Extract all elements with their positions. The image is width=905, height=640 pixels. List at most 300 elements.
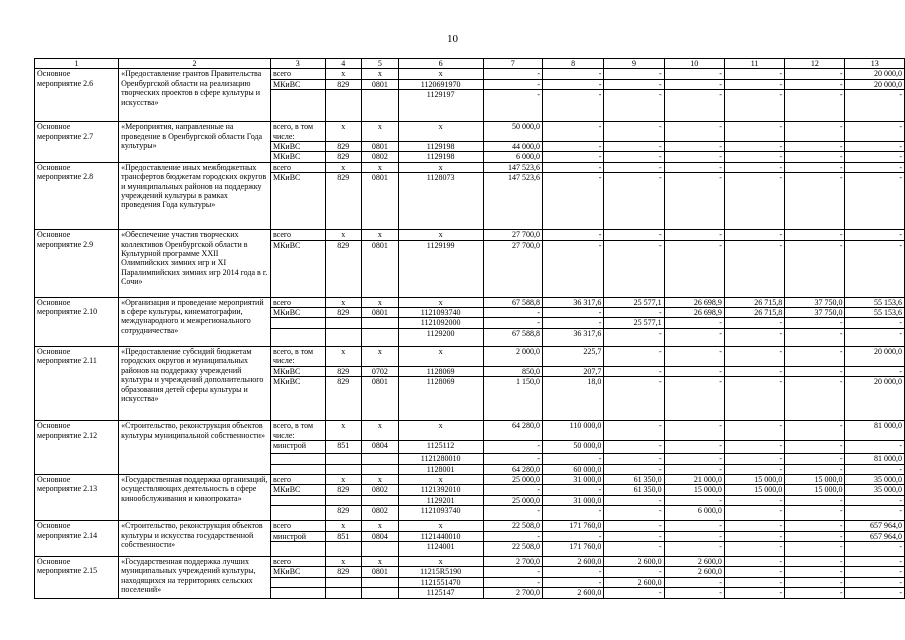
code-cell [325, 577, 361, 587]
amount-cell: - [785, 346, 845, 366]
amount-cell: - [543, 230, 604, 240]
code-cell: х [325, 421, 361, 441]
amount-cell: - [543, 577, 604, 587]
amount-cell: - [543, 142, 604, 152]
amount-cell: - [543, 90, 604, 122]
code-cell: 0801 [362, 240, 399, 297]
header-cell: 2 [119, 59, 271, 69]
code-cell [325, 464, 361, 474]
code-cell: 829 [325, 240, 361, 297]
budget-table [34, 58, 905, 599]
amount-cell: - [664, 79, 724, 89]
code-cell: 0801 [362, 377, 399, 421]
code-cell: 1121551470 [398, 577, 483, 587]
amount-cell: - [664, 346, 724, 366]
amount-cell: - [664, 328, 724, 346]
amount-cell: 2 600,0 [664, 556, 724, 566]
code-cell: 829 [325, 79, 361, 89]
code-cell: х [325, 474, 361, 484]
table-row [35, 162, 905, 172]
amount-cell: - [785, 495, 845, 505]
amount-cell: 110 000,0 [543, 421, 604, 441]
code-cell: 1129200 [398, 328, 483, 346]
code-cell: 11215R5190 [398, 567, 483, 577]
amount-cell: 15 000,0 [724, 485, 784, 495]
code-cell: х [398, 556, 483, 566]
amount-cell: 55 153,6 [845, 297, 905, 307]
activity-description-cell: «Государственная поддержка лучших муниципальных учреждений культуры, находящихся на территориях сельских поселений» [119, 556, 271, 598]
amount-cell: - [483, 506, 542, 521]
code-cell: 0801 [362, 173, 399, 230]
code-cell [325, 541, 361, 556]
amount-cell: - [543, 69, 604, 79]
header-cell: 7 [483, 59, 542, 69]
amount-cell: 20 000,0 [845, 346, 905, 366]
amount-cell: - [604, 567, 664, 577]
amount-cell: - [724, 318, 784, 328]
code-cell: х [362, 556, 399, 566]
activity-name-cell: Основное мероприятие 2.12 [35, 421, 119, 475]
amount-cell: - [483, 69, 542, 79]
amount-cell: - [483, 577, 542, 587]
amount-cell: - [724, 521, 784, 531]
amount-cell: 657 964,0 [845, 521, 905, 531]
amount-cell: 22 508,0 [483, 521, 542, 531]
executor-cell [270, 577, 325, 587]
amount-cell: - [724, 79, 784, 89]
amount-cell: - [543, 454, 604, 464]
code-cell: х [362, 230, 399, 240]
amount-cell: - [785, 567, 845, 577]
code-cell: х [398, 521, 483, 531]
code-cell: 0804 [362, 441, 399, 454]
amount-cell: - [785, 142, 845, 152]
executor-cell [270, 454, 325, 464]
amount-cell: - [724, 173, 784, 230]
header-cell: 13 [845, 59, 905, 69]
amount-cell: - [483, 441, 542, 454]
amount-cell: 50 000,0 [483, 122, 542, 142]
amount-cell: 2 600,0 [604, 577, 664, 587]
amount-cell: - [664, 577, 724, 587]
activity-name-cell: Основное мероприятие 2.13 [35, 474, 119, 520]
amount-cell: - [724, 541, 784, 556]
amount-cell: 22 508,0 [483, 541, 542, 556]
amount-cell: - [543, 240, 604, 297]
amount-cell: 27 700,0 [483, 230, 542, 240]
code-cell: 1124001 [398, 541, 483, 556]
executor-cell [270, 464, 325, 474]
executor-cell: всего [270, 521, 325, 531]
amount-cell: - [543, 173, 604, 230]
executor-cell: МКиВС [270, 567, 325, 577]
amount-cell: - [483, 318, 542, 328]
amount-cell: - [664, 366, 724, 376]
table-row [35, 122, 905, 142]
amount-cell: 25 577,1 [604, 297, 664, 307]
header-cell: 10 [664, 59, 724, 69]
code-cell: 829 [325, 142, 361, 152]
amount-cell: - [785, 588, 845, 598]
code-cell: 0801 [362, 79, 399, 89]
code-cell: х [325, 230, 361, 240]
executor-cell [270, 318, 325, 328]
code-cell: х [325, 556, 361, 566]
amount-cell: 26 715,8 [724, 308, 784, 318]
amount-cell: - [543, 567, 604, 577]
header-cell: 12 [785, 59, 845, 69]
executor-cell [270, 90, 325, 122]
amount-cell: - [543, 485, 604, 495]
code-cell: 1120691970 [398, 79, 483, 89]
code-cell: 0702 [362, 366, 399, 376]
amount-cell: - [724, 464, 784, 474]
amount-cell: - [785, 421, 845, 441]
executor-cell: всего [270, 162, 325, 172]
amount-cell: - [604, 588, 664, 598]
amount-cell: - [845, 441, 905, 454]
amount-cell: 1 150,0 [483, 377, 542, 421]
amount-cell: - [604, 506, 664, 521]
amount-cell: 26 715,8 [724, 297, 784, 307]
activity-name-cell: Основное мероприятие 2.7 [35, 122, 119, 163]
amount-cell: - [845, 464, 905, 474]
amount-cell: 15 000,0 [785, 474, 845, 484]
amount-cell: - [604, 173, 664, 230]
amount-cell: - [724, 588, 784, 598]
amount-cell: - [664, 495, 724, 505]
table-row [35, 474, 905, 484]
amount-cell: 25 000,0 [483, 495, 542, 505]
amount-cell: - [664, 588, 724, 598]
code-cell: х [398, 346, 483, 366]
code-cell: 1121280010 [398, 454, 483, 464]
amount-cell: - [664, 142, 724, 152]
code-cell [362, 464, 399, 474]
amount-cell: 44 000,0 [483, 142, 542, 152]
executor-cell: всего, в том числе: [270, 421, 325, 441]
code-cell: 0801 [362, 567, 399, 577]
header-cell: 1 [35, 59, 119, 69]
activity-name-cell: Основное мероприятие 2.14 [35, 521, 119, 557]
amount-cell: - [604, 90, 664, 122]
amount-cell: - [724, 495, 784, 505]
code-cell: 1129201 [398, 495, 483, 505]
amount-cell: - [785, 521, 845, 531]
executor-cell: МКиВС [270, 142, 325, 152]
executor-cell: МКиВС [270, 377, 325, 421]
table-row [35, 230, 905, 240]
amount-cell: 67 588,8 [483, 328, 542, 346]
code-cell: х [325, 297, 361, 307]
amount-cell: 35 000,0 [845, 485, 905, 495]
amount-cell: - [845, 90, 905, 122]
amount-cell: - [785, 162, 845, 172]
amount-cell: - [724, 556, 784, 566]
amount-cell: - [785, 230, 845, 240]
header-cell: 3 [270, 59, 325, 69]
amount-cell: - [785, 90, 845, 122]
amount-cell: - [785, 464, 845, 474]
executor-cell [270, 506, 325, 521]
code-cell [362, 454, 399, 464]
amount-cell: - [845, 577, 905, 587]
amount-cell: - [785, 173, 845, 230]
amount-cell: - [724, 230, 784, 240]
amount-cell: 25 577,1 [604, 318, 664, 328]
amount-cell: 147 523,6 [483, 173, 542, 230]
code-cell: х [325, 122, 361, 142]
amount-cell: 61 350,0 [604, 474, 664, 484]
amount-cell: 657 964,0 [845, 531, 905, 541]
code-cell: 829 [325, 366, 361, 376]
amount-cell: - [724, 366, 784, 376]
table-row [35, 297, 905, 307]
amount-cell: 81 000,0 [845, 454, 905, 464]
amount-cell: - [785, 377, 845, 421]
code-cell: х [362, 346, 399, 366]
amount-cell: - [604, 152, 664, 162]
activity-description-cell: «Мероприятия, направленные на проведение в Оренбургской области Года культуры» [119, 122, 271, 163]
amount-cell: 25 000,0 [483, 474, 542, 484]
code-cell: 1129197 [398, 90, 483, 122]
amount-cell: - [724, 69, 784, 79]
amount-cell: - [483, 531, 542, 541]
code-cell: х [325, 346, 361, 366]
executor-cell: МКиВС [270, 485, 325, 495]
code-cell: х [325, 521, 361, 531]
activity-name-cell: Основное мероприятие 2.15 [35, 556, 119, 598]
amount-cell: - [604, 308, 664, 318]
code-cell [362, 495, 399, 505]
amount-cell: 207,7 [543, 366, 604, 376]
amount-cell: 21 000,0 [664, 474, 724, 484]
amount-cell: 2 600,0 [664, 567, 724, 577]
amount-cell: - [785, 240, 845, 297]
amount-cell: 36 317,6 [543, 297, 604, 307]
activity-description-cell: «Предоставление субсидий бюджетам городских округов и муниципальных районов на поддержку учреждений культуры и учреждений дополнительного образования детей сферы культуры и искусства» [119, 346, 271, 420]
amount-cell: - [845, 495, 905, 505]
amount-cell: 31 000,0 [543, 495, 604, 505]
amount-cell: - [604, 346, 664, 366]
amount-cell: - [664, 152, 724, 162]
amount-cell: - [604, 162, 664, 172]
amount-cell: - [664, 162, 724, 172]
amount-cell: - [785, 556, 845, 566]
code-cell: х [398, 297, 483, 307]
table-row [35, 521, 905, 531]
amount-cell: - [724, 142, 784, 152]
code-cell: 1128069 [398, 377, 483, 421]
executor-cell: всего [270, 474, 325, 484]
amount-cell: - [604, 377, 664, 421]
executor-cell: всего, в том числе: [270, 122, 325, 142]
header-cell: 4 [325, 59, 361, 69]
amount-cell: 60 000,0 [543, 464, 604, 474]
code-cell: 0802 [362, 506, 399, 521]
amount-cell: - [785, 366, 845, 376]
amount-cell: - [604, 328, 664, 346]
amount-cell: - [543, 152, 604, 162]
code-cell [325, 588, 361, 598]
code-cell: 829 [325, 377, 361, 421]
amount-cell: - [543, 308, 604, 318]
amount-cell: - [785, 577, 845, 587]
amount-cell: - [483, 454, 542, 464]
amount-cell: 26 698,9 [664, 308, 724, 318]
code-cell [325, 495, 361, 505]
code-cell: 1121093740 [398, 506, 483, 521]
amount-cell: - [724, 531, 784, 541]
amount-cell: - [785, 506, 845, 521]
amount-cell: - [785, 318, 845, 328]
executor-cell: минстрой [270, 531, 325, 541]
amount-cell: - [724, 152, 784, 162]
table-row [35, 556, 905, 566]
amount-cell: - [724, 577, 784, 587]
table-row [35, 421, 905, 441]
code-cell: 1125147 [398, 588, 483, 598]
code-cell: х [362, 421, 399, 441]
header-cell: 5 [362, 59, 399, 69]
code-cell: х [362, 69, 399, 79]
code-cell: 1129199 [398, 240, 483, 297]
amount-cell: 61 350,0 [604, 485, 664, 495]
code-cell: х [398, 162, 483, 172]
amount-cell: 15 000,0 [664, 485, 724, 495]
amount-cell: - [664, 318, 724, 328]
amount-cell: - [604, 122, 664, 142]
amount-cell: - [604, 230, 664, 240]
code-cell [325, 90, 361, 122]
amount-cell: 171 760,0 [543, 541, 604, 556]
amount-cell: - [543, 318, 604, 328]
code-cell: х [362, 521, 399, 531]
header-cell: 8 [543, 59, 604, 69]
amount-cell: - [845, 506, 905, 521]
amount-cell: - [483, 90, 542, 122]
code-cell [362, 577, 399, 587]
code-cell: 1125112 [398, 441, 483, 454]
code-cell: 0801 [362, 308, 399, 318]
amount-cell: - [604, 421, 664, 441]
activity-name-cell: Основное мероприятие 2.11 [35, 346, 119, 420]
amount-cell: - [785, 152, 845, 162]
amount-cell: - [724, 162, 784, 172]
activity-name-cell: Основное мероприятие 2.9 [35, 230, 119, 297]
code-cell: х [362, 474, 399, 484]
code-cell: 1129198 [398, 152, 483, 162]
executor-cell: всего [270, 69, 325, 79]
amount-cell: - [664, 441, 724, 454]
amount-cell: 36 317,6 [543, 328, 604, 346]
amount-cell: - [845, 122, 905, 142]
executor-cell [270, 588, 325, 598]
amount-cell: - [724, 346, 784, 366]
amount-cell: - [604, 142, 664, 152]
header-cell: 11 [724, 59, 784, 69]
executor-cell: всего [270, 230, 325, 240]
code-cell [362, 328, 399, 346]
amount-cell: - [724, 506, 784, 521]
amount-cell: 31 000,0 [543, 474, 604, 484]
amount-cell: - [483, 485, 542, 495]
executor-cell [270, 541, 325, 556]
executor-cell: МКиВС [270, 79, 325, 89]
code-cell: х [398, 474, 483, 484]
amount-cell: - [845, 230, 905, 240]
amount-cell: - [604, 541, 664, 556]
amount-cell: 15 000,0 [724, 474, 784, 484]
amount-cell: - [604, 454, 664, 464]
amount-cell: - [664, 521, 724, 531]
code-cell: х [398, 421, 483, 441]
executor-cell [270, 328, 325, 346]
amount-cell: - [845, 556, 905, 566]
amount-cell: - [543, 162, 604, 172]
code-cell [325, 318, 361, 328]
executor-cell: МКиВС [270, 152, 325, 162]
amount-cell: - [483, 567, 542, 577]
executor-cell: всего [270, 556, 325, 566]
amount-cell: - [845, 366, 905, 376]
amount-cell: 55 153,6 [845, 308, 905, 318]
amount-cell: - [664, 230, 724, 240]
amount-cell: 2 600,0 [543, 588, 604, 598]
code-cell: 1121392010 [398, 485, 483, 495]
amount-cell: - [604, 441, 664, 454]
code-cell: 829 [325, 485, 361, 495]
executor-cell: всего [270, 297, 325, 307]
code-cell: х [362, 162, 399, 172]
amount-cell: 20 000,0 [845, 79, 905, 89]
amount-cell: - [604, 464, 664, 474]
amount-cell: - [483, 79, 542, 89]
amount-cell: - [724, 421, 784, 441]
amount-cell: - [604, 240, 664, 297]
page-number: 10 [447, 33, 458, 45]
amount-cell: 50 000,0 [543, 441, 604, 454]
amount-cell: 2 600,0 [604, 556, 664, 566]
code-cell: 1121092000 [398, 318, 483, 328]
activity-description-cell: «Строительство, реконструкция объектов культуры и искусства государственной собственности» [119, 521, 271, 557]
code-cell [325, 328, 361, 346]
code-cell: 829 [325, 152, 361, 162]
amount-cell: 225,7 [543, 346, 604, 366]
amount-cell: 171 760,0 [543, 521, 604, 531]
amount-cell: 67 588,8 [483, 297, 542, 307]
table-row [35, 346, 905, 366]
amount-cell: - [604, 366, 664, 376]
amount-cell: - [664, 122, 724, 142]
amount-cell: - [845, 318, 905, 328]
code-cell: 1121440010 [398, 531, 483, 541]
code-cell [325, 454, 361, 464]
activity-description-cell: «Предоставление иных межбюджетных трансфертов бюджетам городских округов и муниципальных районов на поддержку учреждений культуры в рамках проведения Года культуры» [119, 162, 271, 229]
amount-cell: - [845, 142, 905, 152]
activity-name-cell: Основное мероприятие 2.10 [35, 297, 119, 346]
executor-cell: всего, в том числе: [270, 346, 325, 366]
amount-cell: - [664, 90, 724, 122]
code-cell: 0802 [362, 485, 399, 495]
amount-cell: - [785, 441, 845, 454]
code-cell: 0802 [362, 152, 399, 162]
amount-cell: 37 750,0 [785, 308, 845, 318]
amount-cell: - [604, 495, 664, 505]
code-cell: 1129198 [398, 142, 483, 152]
code-cell: 829 [325, 173, 361, 230]
code-cell: х [398, 122, 483, 142]
